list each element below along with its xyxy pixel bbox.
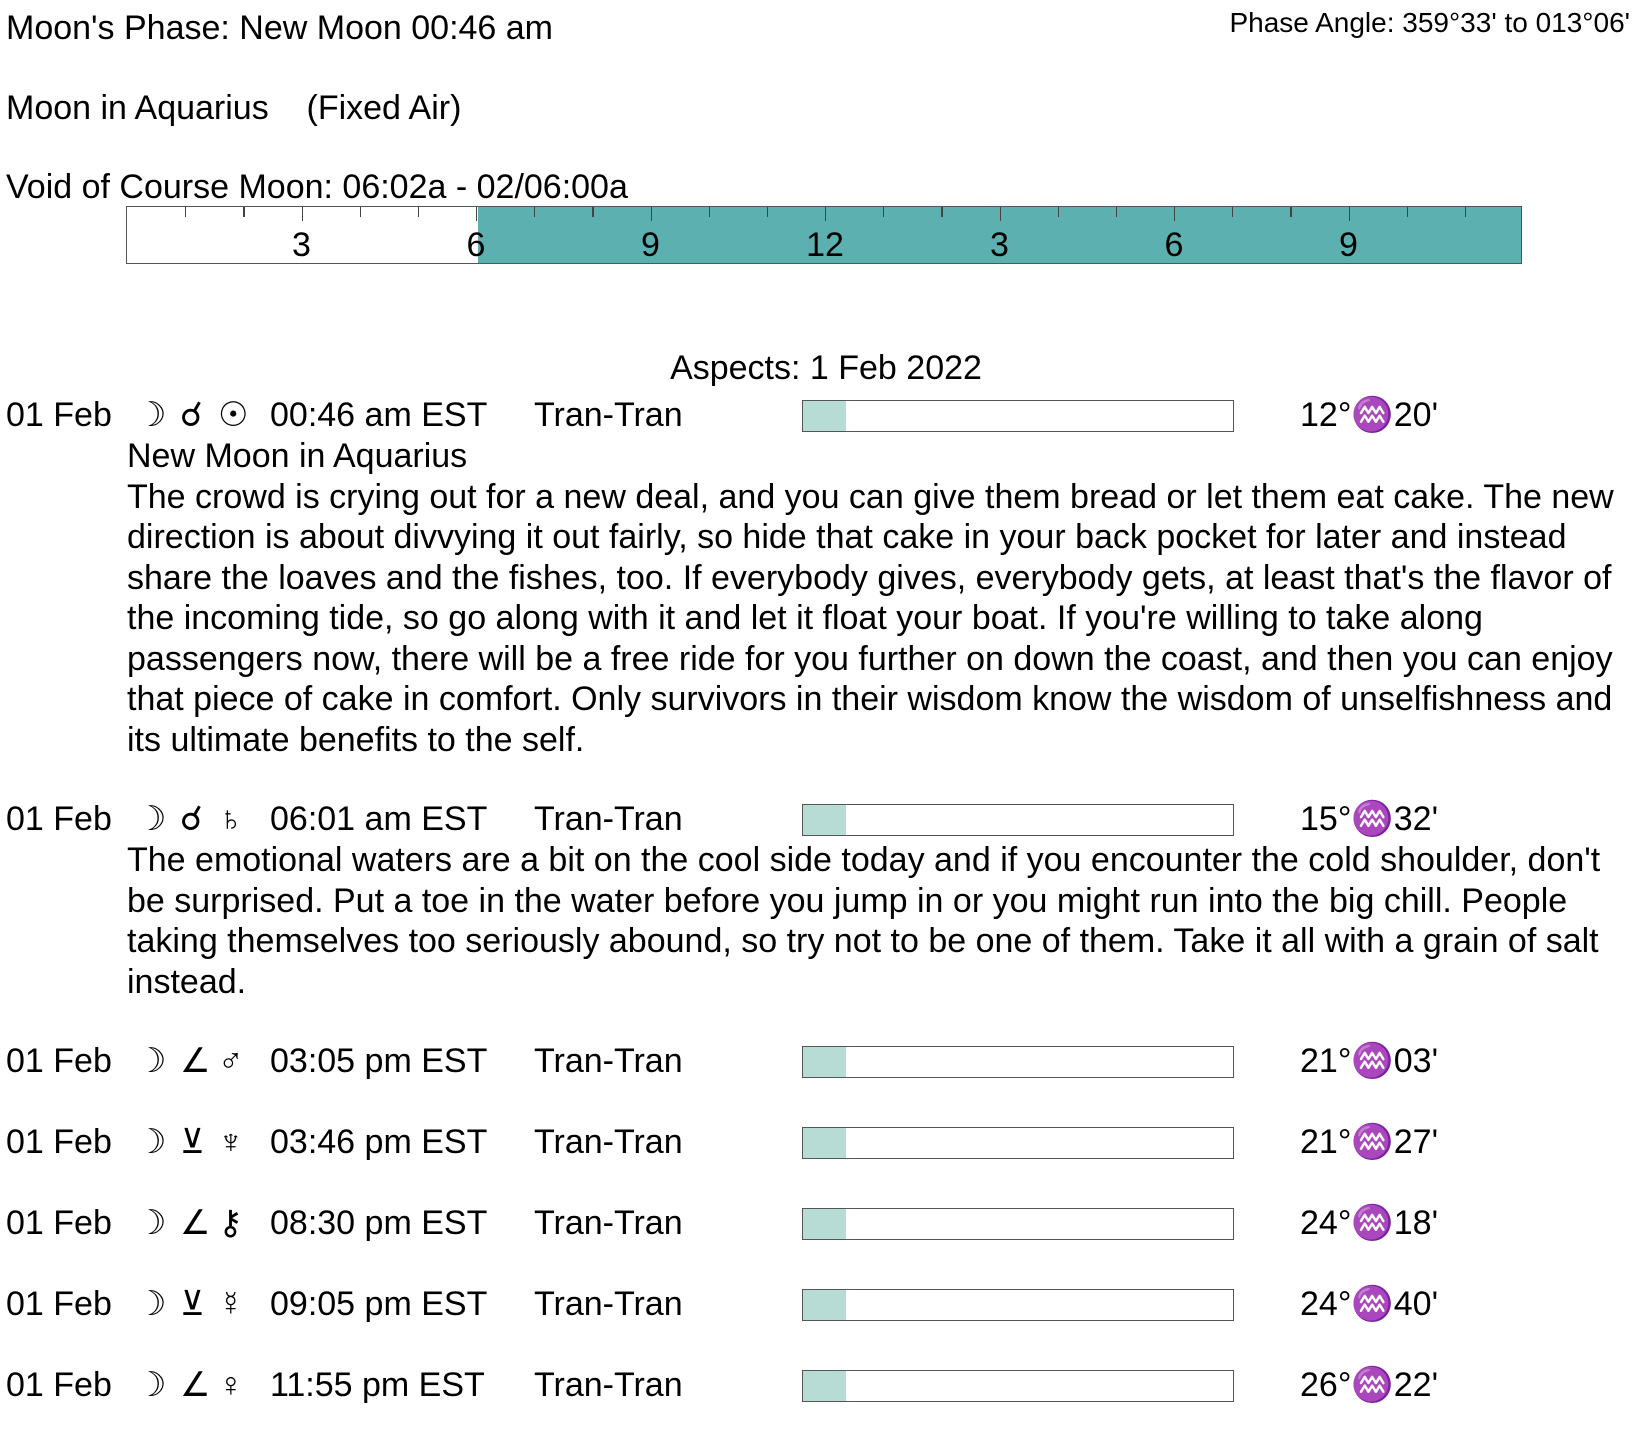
timeline-hour-label: 9 [1339,226,1358,264]
aspect-type: Tran-Tran [534,1042,683,1080]
aspect-strength-bar [802,1370,1234,1402]
timeline-tick [476,207,477,221]
phase-angle: Phase Angle: 359°33' to 013°06' [1229,7,1630,38]
planet-symbol-moon: ☽ [136,1285,167,1323]
timeline-hour-label: 9 [641,226,660,264]
aspect-strength-fill [803,1128,846,1158]
aspect-strength-bar [802,804,1234,836]
aspect-row [0,1202,1652,1244]
timeline-tick [651,207,652,221]
void-of-course: Void of Course Moon: 06:02a - 02/06:00a [6,168,628,206]
aspect-row [0,394,1652,436]
aspect-strength-fill [803,1371,846,1401]
planet-symbol-moon: ☽ [136,800,167,838]
aspect-symbol: ⊻ [180,1285,205,1323]
aspect-strength-fill [803,1209,846,1239]
moon-sign: Moon in Aquarius (Fixed Air) [6,89,462,127]
aspect-entry [0,1283,1652,1325]
timeline-hour-label: 3 [292,226,311,264]
planet-symbol: ☉ [218,396,249,434]
timeline-tick [418,207,419,217]
timeline-tick [1290,207,1291,217]
aspect-entry [0,1202,1652,1244]
planet-symbol-moon: ☽ [136,1042,167,1080]
aspect-position: 15°♒32' [1300,800,1439,838]
moon-phase: Moon's Phase: New Moon 00:46 am [6,9,554,47]
aspect-type: Tran-Tran [534,396,683,434]
timeline-tick [1000,207,1001,221]
aspect-date: 01 Feb [6,1285,112,1323]
aspect-type: Tran-Tran [534,1123,683,1161]
aspect-symbol: ∠ [180,1042,211,1080]
aspect-entry [0,798,1652,1002]
aspect-entry [0,1040,1652,1082]
planet-symbol: ♂ [218,1042,244,1080]
aspect-time: 03:46 pm EST [270,1123,488,1161]
aspect-row [0,1364,1652,1406]
aspect-date: 01 Feb [6,1042,112,1080]
aspect-subtitle: New Moon in Aquarius [127,437,468,475]
aspect-strength-fill [803,401,846,431]
aspect-strength-bar [802,1127,1234,1159]
aspect-symbol: ☌ [180,800,203,838]
planet-symbol-moon: ☽ [136,1204,167,1242]
timeline-tick [1174,207,1175,221]
aspect-position: 12°♒20' [1300,396,1439,434]
aspect-symbol: ☌ [180,396,203,434]
aspect-strength-bar [802,1208,1234,1240]
aspect-position: 26°♒22' [1300,1366,1439,1404]
timeline-tick [302,207,303,221]
timeline-tick [592,207,593,217]
aspect-time: 11:55 pm EST [270,1366,485,1404]
aspect-symbol: ⊻ [180,1123,205,1161]
aspect-type: Tran-Tran [534,1204,683,1242]
aspect-strength-fill [803,1290,846,1320]
aspect-strength-bar [802,400,1234,432]
aspect-row [0,798,1652,840]
aspect-date: 01 Feb [6,396,112,434]
aspects-title: Aspects: 1 Feb 2022 [670,349,982,387]
aspect-strength-bar [802,1046,1234,1078]
timeline-tick [1116,207,1117,217]
timeline-tick [709,207,710,217]
aspect-type: Tran-Tran [534,800,683,838]
aspect-date: 01 Feb [6,800,112,838]
timeline-tick [1232,207,1233,217]
aspect-position: 21°♒27' [1300,1123,1439,1161]
planet-symbol-moon: ☽ [136,1366,167,1404]
aspect-type: Tran-Tran [534,1366,683,1404]
aspect-entry [0,1364,1652,1406]
planet-symbol: ⚷ [218,1204,243,1242]
aspect-interpretation [127,840,1632,1002]
aspect-strength-bar [802,1289,1234,1321]
aspect-date: 01 Feb [6,1204,112,1242]
aspect-time: 00:46 am EST [270,396,488,434]
aspect-text: The crowd is crying out for a new deal, and you can give them bread or let them eat cake. The new direction is about divvying it out fairly, so hide that cake in your back pocket for later and instead share the loaves and the fishes, too. If everybody gives, everybody gets, at least that's the flavor of the incoming tide, so go along with it and let it float your boat. If you're willing to take along passengers now, there will be a free ride for you further on down the coast, and then you can enjoy that piece of cake in comfort. Only survivors in their wisdom know the wisdom of unselfishness and its ultimate benefits to the self. [127,477,1614,759]
timeline-hour-label: 12 [806,226,844,264]
planet-symbol: ♀ [218,1366,244,1404]
aspect-time: 06:01 am EST [270,800,488,838]
aspect-strength-fill [803,1047,846,1077]
timeline-tick [534,207,535,217]
timeline-tick [883,207,884,217]
timeline-tick [360,207,361,217]
aspect-type: Tran-Tran [534,1285,683,1323]
aspect-time: 08:30 pm EST [270,1204,488,1242]
aspect-date: 01 Feb [6,1366,112,1404]
aspect-symbol: ∠ [180,1204,211,1242]
aspect-row [0,1040,1652,1082]
aspect-text: The emotional waters are a bit on the cool side today and if you encounter the cold shoulder, don't be surprised. Put a toe in the water before you jump in or you might run into the big chill. People taking themselves too seriously abound, so try not to be one of them. Take it all with a grain of salt instead. [127,841,1601,1001]
planet-symbol: ☿ [218,1285,244,1323]
timeline-tick [1349,207,1350,221]
planet-symbol: ♄ [218,800,244,838]
timeline-tick [1465,207,1466,217]
timeline-tick [941,207,942,217]
timeline-tick [825,207,826,221]
aspect-time: 09:05 pm EST [270,1285,488,1323]
timeline-hour-label: 6 [466,226,486,264]
aspect-strength-fill [803,805,846,835]
timeline-tick [767,207,768,217]
aspect-date: 01 Feb [6,1123,112,1161]
aspect-interpretation [127,436,1632,760]
planet-symbol: ♆ [218,1123,244,1161]
aspect-position: 24°♒18' [1300,1204,1439,1242]
aspect-entry [0,1121,1652,1163]
aspect-symbol: ∠ [180,1366,211,1404]
aspect-row [0,1121,1652,1163]
timeline-tick [1058,207,1059,217]
timeline-tick [185,207,186,217]
timeline-tick [243,207,244,217]
aspect-position: 24°♒40' [1300,1285,1439,1323]
aspect-position: 21°♒03' [1300,1042,1439,1080]
planet-symbol-moon: ☽ [136,1123,167,1161]
aspect-row [0,1283,1652,1325]
timeline-hour-label: 3 [990,226,1009,264]
timeline-hour-label: 6 [1164,226,1184,264]
aspect-time: 03:05 pm EST [270,1042,488,1080]
void-of-course-timeline [126,206,1522,264]
aspect-entry [0,394,1652,760]
timeline-tick [1407,207,1408,217]
planet-symbol-moon: ☽ [136,396,167,434]
